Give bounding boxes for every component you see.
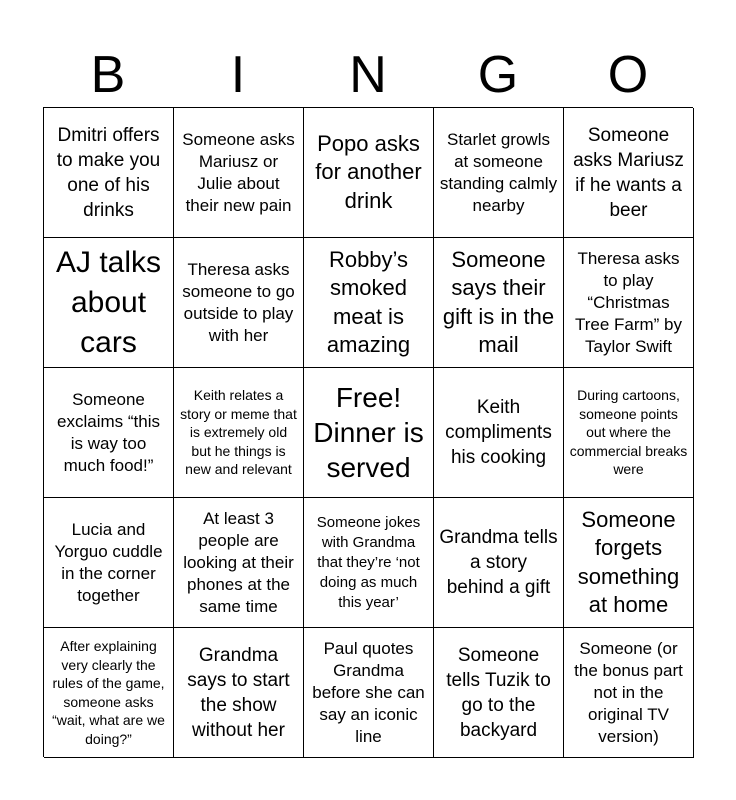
cell-text: Someone asks Mariusz if he wants a beer xyxy=(573,124,684,221)
bingo-cell[interactable] xyxy=(564,368,694,498)
bingo-cell[interactable] xyxy=(174,628,304,758)
cell-text: Someone forgets something at home xyxy=(577,506,680,617)
cell-text: Dmitri offers to make you one of his drinks xyxy=(56,124,161,221)
cell-text: Starlet growls at someone standing calmly nearby xyxy=(439,129,558,215)
cell-text: At least 3 people are looking at their phones at the same time xyxy=(183,508,294,616)
cell-text: Someone (or the bonus part not in the original TV version) xyxy=(574,638,683,746)
bingo-cell[interactable] xyxy=(434,368,564,498)
bingo-cell[interactable] xyxy=(304,238,434,368)
bingo-cell[interactable] xyxy=(564,108,694,238)
cell-text: Lucia and Yorguo cuddle in the corner together xyxy=(54,519,163,605)
cell-text: Grandma says to start the show without her xyxy=(187,644,290,741)
cell-text: After explaining very clearly the rules of the game, someone asks “wait, what are we doing?” xyxy=(52,638,165,747)
cell-text: During cartoons, someone points out where the commercial breaks were xyxy=(569,387,688,478)
bingo-cell[interactable] xyxy=(44,628,174,758)
bingo-grid xyxy=(43,107,693,757)
cell-text: Theresa asks someone to go outside to play with her xyxy=(182,259,295,345)
header-letter-b: B xyxy=(90,46,126,104)
cell-text: Keith relates a story or meme that is extremely old but he things is new and relevant xyxy=(180,387,297,478)
cell-text: AJ talks about cars xyxy=(55,245,162,359)
bingo-cell[interactable] xyxy=(44,238,174,368)
cell-text: Grandma tells a story behind a gift xyxy=(439,527,558,598)
cell-text: Someone tells Tuzik to go to the backyard xyxy=(446,644,551,741)
cell-text: Robby’s smoked meat is amazing xyxy=(326,246,411,357)
cell-text: Someone says their gift is in the mail xyxy=(442,246,555,357)
cell-text: Someone jokes with Grandma that they’re ‘not doing as much this year’ xyxy=(316,513,421,611)
bingo-cell[interactable] xyxy=(44,498,174,628)
free-space-text: Free! Dinner is served xyxy=(313,382,424,483)
bingo-cell[interactable] xyxy=(304,498,434,628)
bingo-cell[interactable] xyxy=(434,628,564,758)
header-letter-g: G xyxy=(477,46,519,104)
cell-text: Someone asks Mariusz or Julie about their new pain xyxy=(182,129,295,215)
bingo-cell[interactable] xyxy=(174,498,304,628)
cell-text: Paul quotes Grandma before she can say an iconic line xyxy=(312,638,425,746)
bingo-cell[interactable] xyxy=(434,108,564,238)
cell-text: Someone exclaims “this is way too much food!” xyxy=(57,389,160,475)
bingo-header xyxy=(43,44,693,106)
free-space-cell[interactable] xyxy=(304,368,434,498)
header-letter-n: N xyxy=(349,46,387,104)
header-letter-o: O xyxy=(607,46,649,104)
bingo-cell[interactable] xyxy=(564,498,694,628)
bingo-cell[interactable] xyxy=(434,238,564,368)
bingo-cell[interactable] xyxy=(564,238,694,368)
cell-text: Popo asks for another drink xyxy=(315,130,422,213)
bingo-cell[interactable] xyxy=(44,368,174,498)
bingo-cell[interactable] xyxy=(304,108,434,238)
bingo-cell[interactable] xyxy=(434,498,564,628)
bingo-cell[interactable] xyxy=(44,108,174,238)
bingo-cell[interactable] xyxy=(564,628,694,758)
cell-text: Keith compliments his cooking xyxy=(445,397,552,468)
bingo-cell[interactable] xyxy=(174,108,304,238)
bingo-cell[interactable] xyxy=(174,238,304,368)
header-letter-i: I xyxy=(230,46,246,104)
cell-text: Theresa asks to play “Christmas Tree Farm” by Taylor Swift xyxy=(574,248,683,356)
bingo-cell[interactable] xyxy=(304,628,434,758)
bingo-cell[interactable] xyxy=(174,368,304,498)
